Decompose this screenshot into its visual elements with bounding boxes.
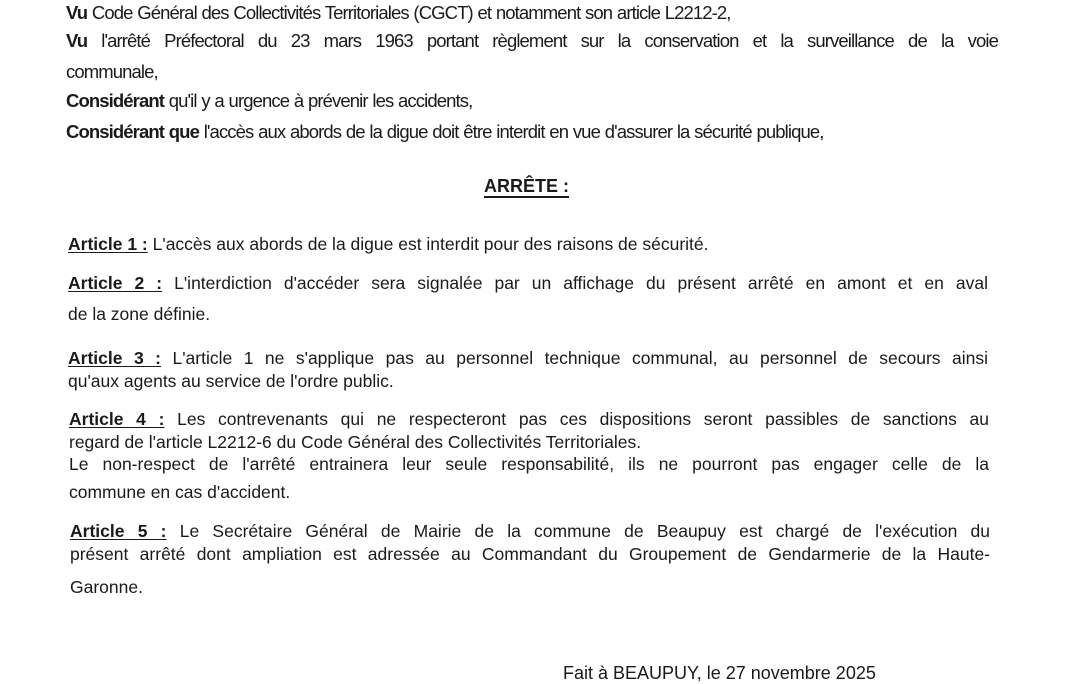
article-5-line: présent arrêté dont ampliation est adressée au Commandant du Groupement de Gendarmerie de la Haute- (70, 544, 990, 564)
preamble-arrete-prefectoral (66, 30, 998, 52)
article-4-line: commune en cas d'accident. (69, 482, 291, 502)
article-5 (70, 520, 990, 542)
article-text: Le Secrétaire Général de Mairie de la commune de Beaupuy est chargé de l'exécution du (179, 521, 990, 541)
preamble-cgct (66, 2, 731, 24)
preamble-keyword: Considérant (66, 90, 165, 111)
preamble-text: qu'il y a urgence à prévenir les accidents, (164, 90, 473, 111)
article-label: Article 5 : (70, 521, 167, 541)
preamble-continuation: communale, (66, 61, 158, 82)
article-label: Article 1 : (68, 234, 148, 254)
article-5-line: Garonne. (70, 577, 143, 597)
preamble-keyword: Vu (66, 30, 88, 51)
signature-place-date: Fait à BEAUPUY, le 27 novembre 2025 (563, 663, 876, 683)
article-text: L'accès aux abords de la digue est interdit pour des raisons de sécurité. (152, 234, 709, 254)
article-4-line: regard de l'article L2212-6 du Code Général des Collectivités Territoriales. (69, 432, 642, 452)
decree-title: ARRÊTE : (484, 176, 569, 196)
article-2-line: de la zone définie. (68, 304, 211, 324)
article-text: L'interdiction d'accéder sera signalée par un affichage du présent arrêté en amont et en aval (174, 273, 988, 293)
preamble-keyword: Considérant que (66, 121, 199, 142)
article-3-line: qu'aux agents au service de l'ordre public. (68, 371, 394, 391)
article-text: L'article 1 ne s'applique pas au personnel technique communal, au personnel de secours ainsi (172, 348, 988, 368)
preamble-text: l'arrêté Préfectoral du 23 mars 1963 portant règlement sur la conservation et la surveillance de la voie (87, 30, 998, 51)
article-4-line: Le non-respect de l'arrêté entrainera leur seule responsabilité, ils ne pourront pas engager celle de la (69, 454, 989, 474)
preamble-text: Code Général des Collectivités Territoriales (CGCT) et notamment son article L2212-2, (87, 2, 731, 23)
article-1 (68, 233, 709, 255)
article-text: Les contrevenants qui ne respecteront pas ces dispositions seront passibles de sanctions au (177, 409, 990, 429)
preamble-considerant-1 (66, 90, 472, 112)
article-3 (68, 347, 988, 369)
preamble-text: l'accès aux abords de la digue doit être interdit en vue d'assurer la sécurité publique, (198, 121, 824, 142)
article-label: Article 2 : (68, 273, 163, 293)
article-label: Article 4 : (69, 409, 165, 429)
article-label: Article 3 : (68, 348, 161, 368)
preamble-considerant-2 (66, 121, 824, 143)
preamble-keyword: Vu (66, 2, 88, 23)
article-2 (68, 272, 988, 294)
article-4 (69, 408, 989, 430)
